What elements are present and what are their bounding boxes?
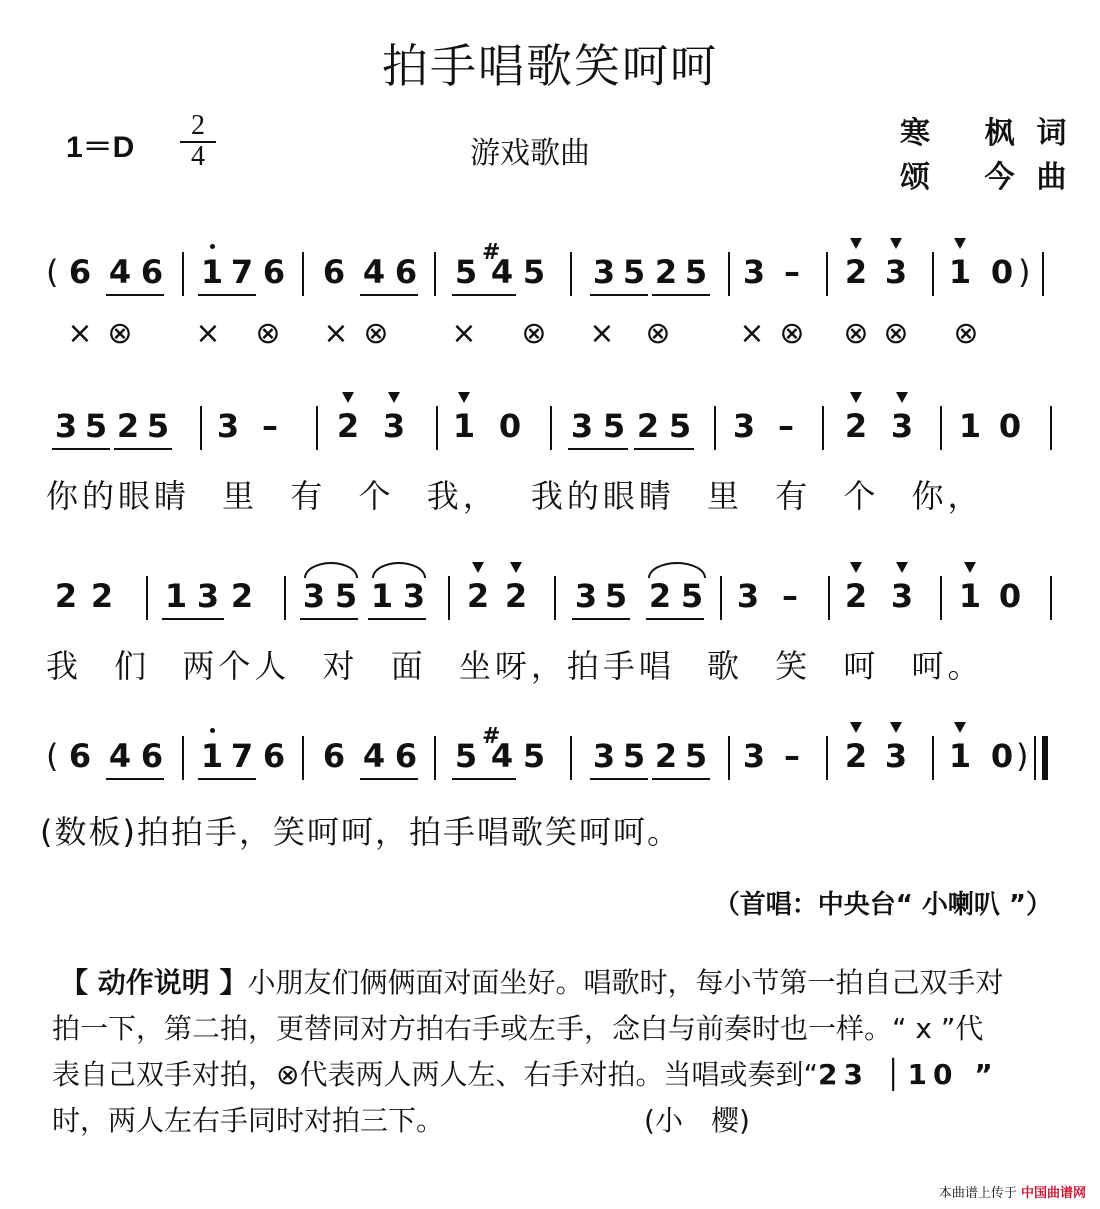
beam	[652, 294, 710, 296]
partner-clap-mark: ⊗	[363, 316, 389, 351]
beam	[452, 294, 516, 296]
note: 2	[648, 577, 672, 615]
note: 6	[262, 253, 286, 291]
barline	[436, 406, 438, 450]
clap-marks	[40, 316, 1070, 356]
partner-clap-mark: ⊗	[843, 316, 869, 351]
note: 3	[302, 577, 326, 615]
note: 5	[622, 253, 646, 291]
note: 3	[742, 253, 766, 291]
note: 3	[732, 407, 756, 445]
explanation-author: (小 樱)	[644, 1104, 750, 1137]
note: 0	[998, 577, 1022, 615]
barline	[434, 252, 436, 296]
beam	[590, 294, 648, 296]
note: 7	[230, 253, 254, 291]
note: 5	[684, 253, 708, 291]
staccato-mark	[964, 562, 976, 573]
barline	[554, 576, 556, 620]
time-denominator: 4	[191, 141, 205, 172]
beam	[646, 618, 704, 620]
barline	[728, 736, 730, 780]
barline	[550, 406, 552, 450]
explanation-notation: 23 │10 ”	[817, 1058, 999, 1091]
barline	[146, 576, 148, 620]
open-paren: (	[46, 737, 59, 775]
partner-clap-mark: ⊗	[779, 316, 805, 351]
beam	[162, 618, 224, 620]
footer-upload-text: 本曲谱上传于	[938, 1186, 1017, 1201]
time-numerator: 2	[180, 112, 216, 143]
barline	[932, 252, 934, 296]
note: 1	[200, 737, 224, 775]
note: 2	[336, 407, 360, 445]
high-dot	[210, 728, 215, 733]
slur	[648, 562, 706, 578]
song-title: 拍手唱歌笑呵呵	[382, 39, 718, 93]
beam	[106, 778, 164, 780]
staccato-mark	[954, 722, 966, 733]
sharp-sign: #	[482, 724, 501, 749]
note: 4	[362, 253, 386, 291]
barline	[940, 576, 942, 620]
note: 5	[622, 737, 646, 775]
partner-clap-mark: ⊗	[645, 316, 671, 351]
note: 2	[116, 407, 140, 445]
explanation-text: 拍一下，第二拍，更替同对方拍右手或左手，念白与前奏时也一样。“ x ”代	[52, 1012, 984, 1045]
barline	[448, 576, 450, 620]
note: 4	[490, 737, 514, 775]
beam	[198, 294, 256, 296]
note: 1	[452, 407, 476, 445]
barline	[720, 576, 722, 620]
barline	[284, 576, 286, 620]
barline	[940, 406, 942, 450]
barline	[1042, 252, 1044, 296]
note: 4	[108, 737, 132, 775]
note: 2	[90, 577, 114, 615]
note: 6	[394, 737, 418, 775]
note: –	[778, 407, 794, 445]
beam	[198, 778, 256, 780]
beam	[572, 618, 630, 620]
staccato-mark	[472, 562, 484, 573]
staccato-mark	[850, 238, 862, 249]
barline	[302, 252, 304, 296]
beam	[114, 448, 172, 450]
note: 6	[140, 737, 164, 775]
note: 0	[990, 737, 1014, 775]
note: 1	[164, 577, 188, 615]
time-signature	[180, 112, 216, 171]
note: 6	[68, 737, 92, 775]
note: 2	[54, 577, 78, 615]
barline	[828, 576, 830, 620]
barline	[200, 406, 202, 450]
note: 5	[334, 577, 358, 615]
barline	[1050, 576, 1052, 620]
note: 3	[196, 577, 220, 615]
note: 6	[322, 737, 346, 775]
explanation-label: 【 动作说明 】	[60, 966, 248, 999]
sharp-sign: #	[482, 240, 501, 265]
final-barline	[1042, 736, 1048, 780]
high-dot	[210, 244, 215, 249]
note: 1	[958, 407, 982, 445]
staccato-mark	[850, 562, 862, 573]
barline	[302, 736, 304, 780]
site-logo[interactable]: 中国曲谱网	[1020, 1186, 1086, 1201]
note: 3	[890, 577, 914, 615]
staccato-mark	[896, 392, 908, 403]
note: 0	[998, 407, 1022, 445]
explanation-line-1	[60, 960, 1060, 1006]
beam	[652, 778, 710, 780]
note: 5	[522, 253, 546, 291]
action-explanation	[52, 960, 1060, 1144]
note: 6	[140, 253, 164, 291]
note: 3	[884, 253, 908, 291]
note: 3	[742, 737, 766, 775]
note: 5	[454, 737, 478, 775]
staccato-mark	[890, 722, 902, 733]
self-clap-mark: ×	[739, 316, 765, 351]
barline	[822, 406, 824, 450]
note: –	[784, 253, 800, 291]
barline	[182, 736, 184, 780]
beam	[590, 778, 648, 780]
staccato-mark	[896, 562, 908, 573]
note: 3	[216, 407, 240, 445]
note: 5	[668, 407, 692, 445]
close-paren: )	[1016, 737, 1029, 775]
partner-clap-mark: ⊗	[255, 316, 281, 351]
note: 2	[504, 577, 528, 615]
note: 3	[884, 737, 908, 775]
beam	[634, 448, 694, 450]
note: 5	[604, 577, 628, 615]
self-clap-mark: ×	[589, 316, 615, 351]
note: 2	[844, 737, 868, 775]
open-paren: (	[46, 253, 59, 291]
explanation-line-3	[52, 1052, 1060, 1098]
partner-clap-mark: ⊗	[883, 316, 909, 351]
explanation-text: 时，两人左右手同时对拍三下。	[52, 1104, 445, 1137]
slur	[304, 562, 358, 578]
note: 1	[948, 253, 972, 291]
barline	[714, 406, 716, 450]
self-clap-mark: ×	[323, 316, 349, 351]
close-paren: )	[1018, 253, 1031, 291]
note: 0	[990, 253, 1014, 291]
note: 1	[958, 577, 982, 615]
note: 3	[736, 577, 760, 615]
note: 2	[654, 253, 678, 291]
note: 3	[402, 577, 426, 615]
note: 3	[890, 407, 914, 445]
slur	[372, 562, 426, 578]
note: 3	[54, 407, 78, 445]
note: 4	[490, 253, 514, 291]
barline	[316, 406, 318, 450]
staccato-mark	[954, 238, 966, 249]
barline	[570, 252, 572, 296]
note: 5	[84, 407, 108, 445]
note: 2	[844, 577, 868, 615]
barline	[932, 736, 934, 780]
note: 5	[454, 253, 478, 291]
note: 3	[382, 407, 406, 445]
barline	[826, 252, 828, 296]
staccato-mark	[510, 562, 522, 573]
note: 2	[844, 407, 868, 445]
note: 3	[592, 737, 616, 775]
self-clap-mark: ×	[67, 316, 93, 351]
barline	[182, 252, 184, 296]
beam	[360, 778, 418, 780]
partner-clap-mark: ⊗	[953, 316, 979, 351]
note: 3	[592, 253, 616, 291]
staccato-mark	[850, 722, 862, 733]
explanation-text: 表自己双手对拍，⊗代表两人两人左、右手对拍。当唱或奏到“	[52, 1058, 818, 1091]
key-signature: 1＝D	[66, 131, 135, 164]
note: 5	[680, 577, 704, 615]
explanation-line-4	[52, 1098, 1060, 1144]
note: 3	[570, 407, 594, 445]
first-singer-note: （首唱：中央台“ 小喇叭 ”）	[713, 890, 1052, 920]
explanation-line-2	[52, 1006, 1060, 1052]
note: 6	[68, 253, 92, 291]
staccato-mark	[458, 392, 470, 403]
note: 6	[262, 737, 286, 775]
barline	[826, 736, 828, 780]
beam	[300, 618, 358, 620]
note: 4	[108, 253, 132, 291]
self-clap-mark: ×	[195, 316, 221, 351]
note: 2	[654, 737, 678, 775]
beam	[106, 294, 164, 296]
explanation-text: 小朋友们俩俩面对面坐好。唱歌时，每小节第一拍自己双手对	[247, 966, 1004, 999]
note: 1	[948, 737, 972, 775]
staccato-mark	[342, 392, 354, 403]
note: 2	[466, 577, 490, 615]
barline	[434, 736, 436, 780]
note: 5	[146, 407, 170, 445]
partner-clap-mark: ⊗	[107, 316, 133, 351]
lyrics-text: 你的眼睛 里 有 个 我， 我的眼睛 里 有 个 你，	[46, 477, 984, 515]
note: 2	[844, 253, 868, 291]
note: 0	[498, 407, 522, 445]
lyrics-text: 我 们 两个人 对 面 坐呀，拍手唱 歌 笑 呵 呵。	[46, 647, 984, 685]
note: 3	[574, 577, 598, 615]
barline	[1050, 406, 1052, 450]
note: 6	[322, 253, 346, 291]
beam	[368, 618, 426, 620]
note: 4	[362, 737, 386, 775]
staccato-mark	[388, 392, 400, 403]
beam	[360, 294, 418, 296]
self-clap-mark: ×	[451, 316, 477, 351]
note: 5	[522, 737, 546, 775]
staccato-mark	[850, 392, 862, 403]
barline	[1034, 736, 1036, 780]
beam	[52, 448, 110, 450]
barline	[728, 252, 730, 296]
note: 1	[370, 577, 394, 615]
beam	[568, 448, 628, 450]
staccato-mark	[890, 238, 902, 249]
note: 5	[602, 407, 626, 445]
beam	[452, 778, 516, 780]
note: –	[782, 577, 798, 615]
note: 6	[394, 253, 418, 291]
song-genre: 游戏歌曲	[470, 136, 590, 171]
partner-clap-mark: ⊗	[521, 316, 547, 351]
note: 2	[636, 407, 660, 445]
chant-text: (数板)拍拍手，笑呵呵，拍手唱歌笑呵呵。	[40, 813, 681, 851]
note: 1	[200, 253, 224, 291]
note: 5	[684, 737, 708, 775]
barline	[570, 736, 572, 780]
note: –	[262, 407, 278, 445]
lyricist-credit: 寒 枫词	[900, 116, 1089, 151]
note: –	[784, 737, 800, 775]
footer	[939, 1182, 1086, 1201]
composer-credit: 颂 今曲	[900, 160, 1089, 195]
note: 7	[230, 737, 254, 775]
note: 2	[230, 577, 254, 615]
